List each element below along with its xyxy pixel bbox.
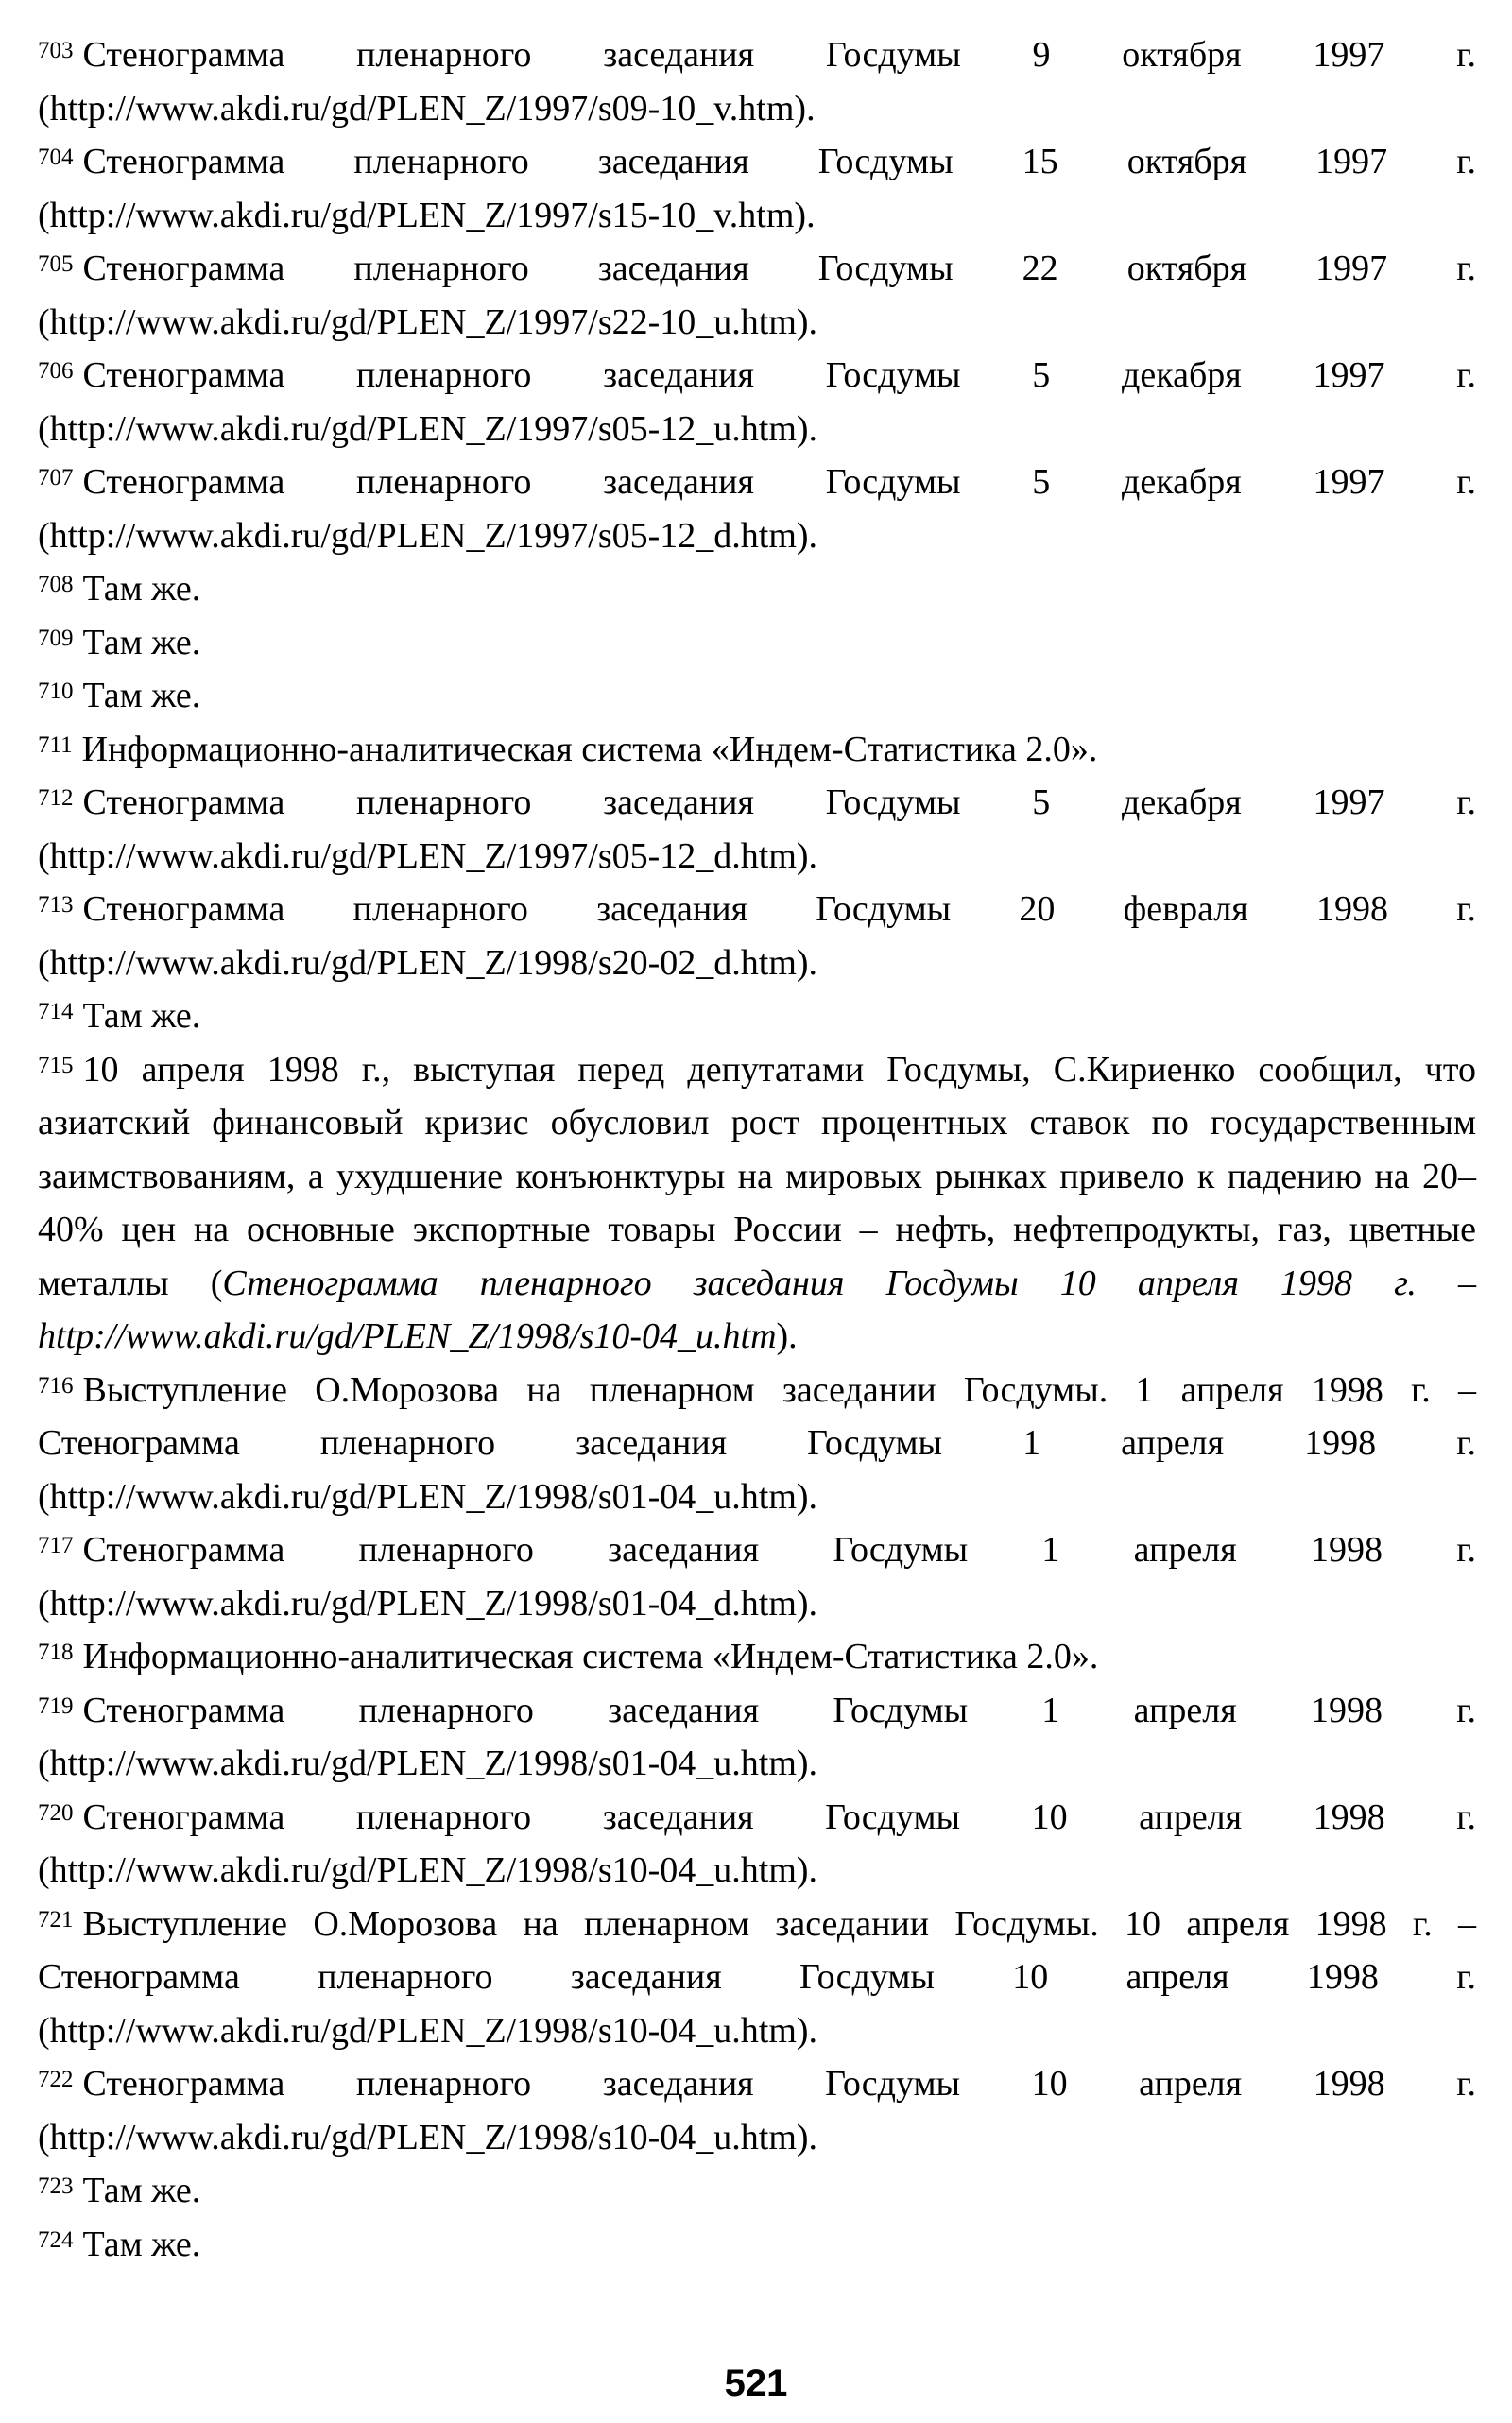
footnote bbox=[38, 2057, 1476, 2164]
footnote-text: Стенограмма пленарного заседания Госдумы 22 октября 1997 г. (http://www.akdi.ru/gd/PLEN_Z/1997/s22-10_u.htm). bbox=[38, 249, 1476, 342]
footnote-number: 711 bbox=[38, 731, 73, 758]
footnote-text: Стенограмма пленарного заседания Госдумы 15 октября 1997 г. (http://www.akdi.ru/gd/PLEN_Z/1997/s15-10_v.htm). bbox=[38, 142, 1476, 235]
footnote bbox=[38, 455, 1476, 562]
footnote-text: Стенограмма пленарного заседания Госдумы 1 апреля 1998 г. (http://www.akdi.ru/gd/PLEN_Z/1998/s01-04_u.htm). bbox=[38, 1690, 1476, 1783]
page-number: 521 bbox=[724, 2363, 788, 2404]
footnote-text: Там же. bbox=[82, 676, 201, 715]
footnote bbox=[38, 1898, 1476, 2058]
footnote-number: 718 bbox=[38, 1640, 74, 1665]
footnote-number: 719 bbox=[38, 1693, 74, 1719]
footnote-text: Информационно-аналитическая система «Индем-Статистика 2.0». bbox=[81, 729, 1098, 769]
footnote-number: 706 bbox=[38, 358, 74, 384]
footnote bbox=[38, 669, 1476, 723]
footnote-text: Стенограмма пленарного заседания Госдумы 20 февраля 1998 г. (http://www.akdi.ru/gd/PLEN_Z/1998/s20-02_d.htm). bbox=[38, 889, 1476, 983]
footnote bbox=[38, 1630, 1476, 1684]
footnote-number: 705 bbox=[38, 251, 74, 277]
footnote-number: 710 bbox=[38, 679, 74, 704]
footnote bbox=[38, 1684, 1476, 1791]
footnote bbox=[38, 723, 1476, 777]
footnote-text: Стенограмма пленарного заседания Госдумы 10 апреля 1998 г. (http://www.akdi.ru/gd/PLEN_Z/1998/s10-04_u.htm). bbox=[38, 1796, 1476, 1890]
footnote bbox=[38, 242, 1476, 349]
footnotes-list bbox=[38, 28, 1476, 2271]
footnote bbox=[38, 2164, 1476, 2218]
footnote-number: 703 bbox=[38, 38, 74, 63]
footnote-number: 709 bbox=[38, 625, 74, 651]
footnote-text: 10 апреля 1998 г., выступая перед депутатами Госдумы, С.Кириенко сообщил, что азиатский финансовый кризис обусловил рост процентных ставок по государственным заимствованиям, а ухудшение конъюнктуры на мировых рынках привело к падению на 20–40% цен на основные экспортные товары России – нефть, нефтепродукты, газ, цветные металлы ( bbox=[38, 1049, 1476, 1303]
footnote-number: 724 bbox=[38, 2226, 74, 2253]
footnote-number: 723 bbox=[38, 2174, 74, 2199]
footnote-text: Стенограмма пленарного заседания Госдумы 10 апреля 1998 г. (http://www.akdi.ru/gd/PLEN_Z/1998/s10-04_u.htm). bbox=[38, 2064, 1476, 2157]
footnote-number: 715 bbox=[38, 1052, 74, 1078]
footnote-text: Информационно-аналитическая система «Индем-Статистика 2.0». bbox=[82, 1637, 1099, 1676]
footnote-text: Выступление О.Морозова на пленарном заседании Госдумы. 1 апреля 1998 г. – Стенограмма пленарного заседания Госдумы 1 апреля 1998 г. (http://www.akdi.ru/gd/PLEN_Z/1998/s01-04_u.htm). bbox=[38, 1369, 1476, 1517]
footnote bbox=[38, 776, 1476, 883]
footnote-text: Стенограмма пленарного заседания Госдумы 9 октября 1997 г. (http://www.akdi.ru/gd/PLEN_Z/1997/s09-10_v.htm). bbox=[38, 35, 1476, 129]
footnote-text: Там же. bbox=[82, 2224, 201, 2264]
footnote-number: 713 bbox=[38, 892, 74, 918]
footnote bbox=[38, 1364, 1476, 1524]
footnote bbox=[38, 883, 1476, 989]
footnote-number: 720 bbox=[38, 1799, 74, 1826]
footnote-text: Стенограмма пленарного заседания Госдумы 5 декабря 1997 г. (http://www.akdi.ru/gd/PLEN_Z/1997/s05-12_u.htm). bbox=[38, 355, 1476, 449]
footnote-closing: ). bbox=[776, 1316, 798, 1356]
footnote bbox=[38, 135, 1476, 242]
footnote-number: 712 bbox=[38, 785, 74, 811]
footnote-text: Там же. bbox=[82, 569, 201, 609]
footnote-number: 717 bbox=[38, 1533, 74, 1558]
footnote-number: 721 bbox=[38, 1906, 74, 1933]
footnote bbox=[38, 1523, 1476, 1630]
footnote bbox=[38, 616, 1476, 670]
footnote-number: 708 bbox=[38, 572, 74, 597]
footnote-italic-source: Стенограмма пленарного заседания Госдумы 10 апреля 1998 г. – http://www.akdi.ru/gd/PLEN_Z/1998/s10-04_u.htm bbox=[38, 1263, 1476, 1356]
footnote bbox=[38, 28, 1476, 135]
footnote-number: 704 bbox=[38, 145, 74, 170]
footnote-text: Выступление О.Морозова на пленарном заседании Госдумы. 10 апреля 1998 г. – Стенограмма пленарного заседания Госдумы 10 апреля 1998 г. (http://www.akdi.ru/gd/PLEN_Z/1998/s10-04_u.htm). bbox=[38, 1903, 1476, 2051]
footnote-number: 716 bbox=[38, 1372, 74, 1399]
footnote-number: 707 bbox=[38, 465, 74, 490]
footnote bbox=[38, 1791, 1476, 1898]
footnote bbox=[38, 349, 1476, 455]
footnote-text: Стенограмма пленарного заседания Госдумы 1 апреля 1998 г. (http://www.akdi.ru/gd/PLEN_Z/1998/s01-04_d.htm). bbox=[38, 1530, 1476, 1624]
footnote bbox=[38, 989, 1476, 1043]
footnote-number: 714 bbox=[38, 999, 74, 1024]
footnote-number: 722 bbox=[38, 2067, 74, 2092]
footnote-text: Стенограмма пленарного заседания Госдумы 5 декабря 1997 г. (http://www.akdi.ru/gd/PLEN_Z/1997/s05-12_d.htm). bbox=[38, 782, 1476, 876]
footnote bbox=[38, 562, 1476, 616]
footnote-text: Там же. bbox=[82, 622, 201, 662]
footnote bbox=[38, 1043, 1476, 1364]
footnote-text: Стенограмма пленарного заседания Госдумы 5 декабря 1997 г. (http://www.akdi.ru/gd/PLEN_Z/1997/s05-12_d.htm). bbox=[38, 462, 1476, 556]
footnote bbox=[38, 2218, 1476, 2272]
footnote-text: Там же. bbox=[82, 2171, 201, 2210]
footnote-text: Там же. bbox=[82, 996, 201, 1036]
